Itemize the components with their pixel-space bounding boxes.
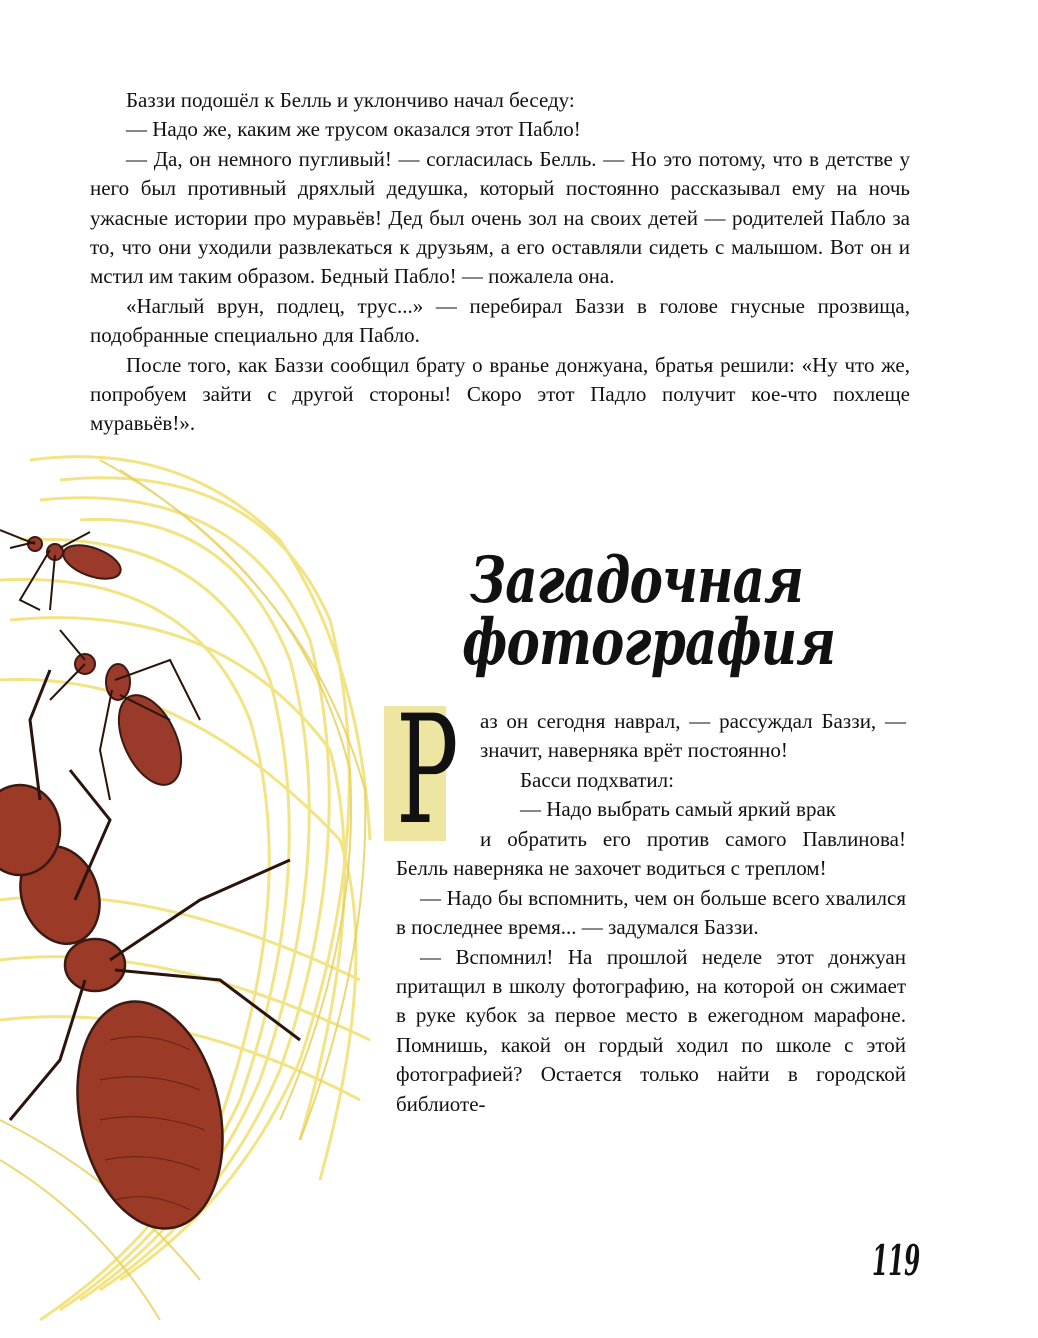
paragraph: Баззи подошёл к Белль и уклончиво начал беседу: — [126, 88, 575, 112]
chapter-title-line-1: Загадочная — [470, 543, 804, 618]
paragraph: Басси подхватил: — [520, 767, 674, 792]
chapter-title-line-2: фотография — [462, 605, 836, 680]
column-text-top — [480, 707, 906, 825]
page-number: 119 — [872, 1236, 921, 1285]
ants-illustration — [0, 420, 400, 1338]
paragraph: — Надо бы вспомнить, чем он больше всего хвалился в последнее время... — задумался Баззи. — [396, 885, 906, 940]
dropcap — [384, 684, 459, 858]
dropcap-letter: Р — [396, 684, 459, 858]
paragraph: и обратить его против самого Павлинова! Белль наверняка не захочет водиться с треплом! — [396, 827, 906, 881]
paragraph: «Наглый врун, подлец, трус...» — перебирал Баззи в голове гнусные прозвища, подобранные специально для Пабло. — [90, 293, 910, 348]
paragraph: После того, как Баззи сообщил брату о вранье донжуана, братья решили: «Ну что же, попробуем зайти с другой стороны! Скоро этот Падло получит кое-что похлеще муравьёв!». — [90, 352, 910, 436]
paragraph: — Вспомнил! На прошлой неделе этот донжуан притащил в школу фотографию, на которой он сжимает в руке кубок за первое место в ежегодном марафоне. Помнишь, какой он гордый ходил по школе с этой фотографией? Остается только найти в городской библиоте- — [396, 944, 906, 1116]
top-text-block — [90, 86, 910, 439]
column-text-main — [396, 825, 906, 1119]
paragraph: — Надо выбрать самый яркий врак — [520, 797, 836, 822]
paragraph: — Да, он немного пугливый! — согласилась Белль. — Но это потому, что в детстве у него был противный дряхлый дедушка, который постоянно рассказывал ему на ночь ужасные истории про муравьёв! Дед был очень зол на своих детей — родителей Пабло за то, что они уходили развлекаться к друзьям, а его оставляли сидеть с малышом. Вот он и мстил им таким образом. Бедный Пабло! — пожалела она. — [90, 146, 910, 289]
paragraph: аз он сегодня наврал, — рассуждал Баззи, — значит, наверняка врёт постоянно! — [480, 709, 906, 763]
chapter-title — [462, 543, 836, 680]
paragraph: — Надо же, каким же трусом оказался этот Пабло! — [126, 117, 581, 142]
